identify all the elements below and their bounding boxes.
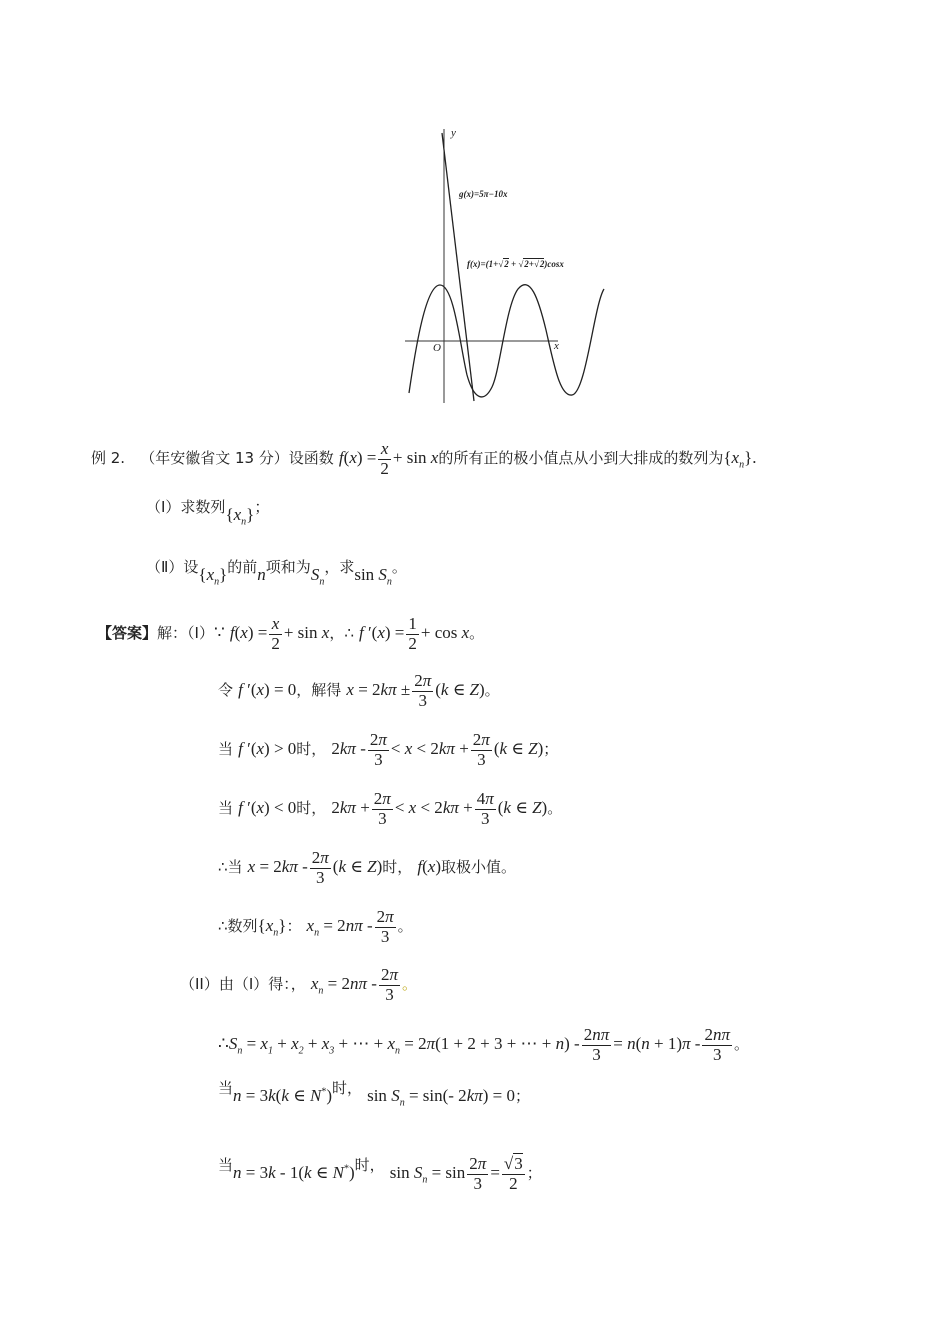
y-axis-label: y bbox=[451, 127, 456, 139]
answer-line-6: ∴数列$\{x_n\}$： $x_n = 2n\pi$ - $\frac{2\pi}{3}$ 。 bbox=[218, 907, 413, 946]
g-function-label: g(x)=5π−10x bbox=[459, 189, 508, 199]
question-2: （Ⅱ）设$\{x_n\}$的前n项和为$S_n$，求$\sin S_n$。 bbox=[146, 558, 407, 588]
answer-case-2: 当n = 3k - 1(k ∈ N*)时， $\sin S_n = \sin$ $\frac{2\pi}{3}$ = $\frac{√3}{2}$ ； bbox=[218, 1154, 542, 1193]
question-1: （Ⅰ）求数列$\{x_n\}$； bbox=[146, 498, 270, 528]
answer-part-2: （II）由（I）得：， $x_n = 2n\pi$ - $\frac{2\pi}{3}$ 。 bbox=[180, 965, 418, 1004]
origin-label: O bbox=[433, 342, 441, 354]
answer-case-1: 当n = 3k(k ∈ N*)时， $\sin S_n = \sin(-$ 2kπ) = 0； bbox=[218, 1079, 531, 1109]
answer-line-1: 【答案】解：（I）∵ f(x) = $\frac{x}{2}$ + sin x，∴ f ′(x) = $\frac{1}{2}$ + cos x。 bbox=[97, 614, 485, 653]
answer-line-5: ∴当 x = 2kπ - $\frac{2\pi}{3}$ (k ∈ Z)时， f(x)取极小值。 bbox=[218, 848, 516, 887]
x-axis-label: x bbox=[554, 340, 559, 352]
answer-line-3: 当 f ′(x) > 0时， 2kπ - $\frac{2\pi}{3}$ < x < 2kπ + $\frac{2\pi}{3}$ (k ∈ Z)； bbox=[218, 730, 559, 769]
answer-line-4: 当 f ′(x) < 0时， 2kπ + $\frac{2\pi}{3}$ < x < 2kπ + $\frac{4\pi}{3}$ (k ∈ Z)。 bbox=[218, 789, 563, 828]
answer-line-2: 令 f ′(x) = 0，解得 x = 2kπ ± $\frac{2\pi}{3}$ (k ∈ Z)。 bbox=[218, 671, 500, 710]
answer-sum-line: $\therefore S_n = x_1 + x_2 + x_3$ + ⋯ + $x_n = 2\pi(1 + 2 + 3$ + ⋯ + n) - $\frac{2n\pi}{3}$ = n(n + 1)π - $\frac{2n\pi}{3}$ 。 bbox=[218, 1025, 749, 1064]
example-heading: 例 2. （年安徽省文 13 分）设函数 f(x) = $\frac{x}{2}$ + sin x的所有正的极小值点从小到大排成的数列为$\{x_n\}$. bbox=[91, 439, 757, 478]
f-function-label: f(x)=(1+√2 + √2+√2)cosx bbox=[467, 259, 564, 269]
